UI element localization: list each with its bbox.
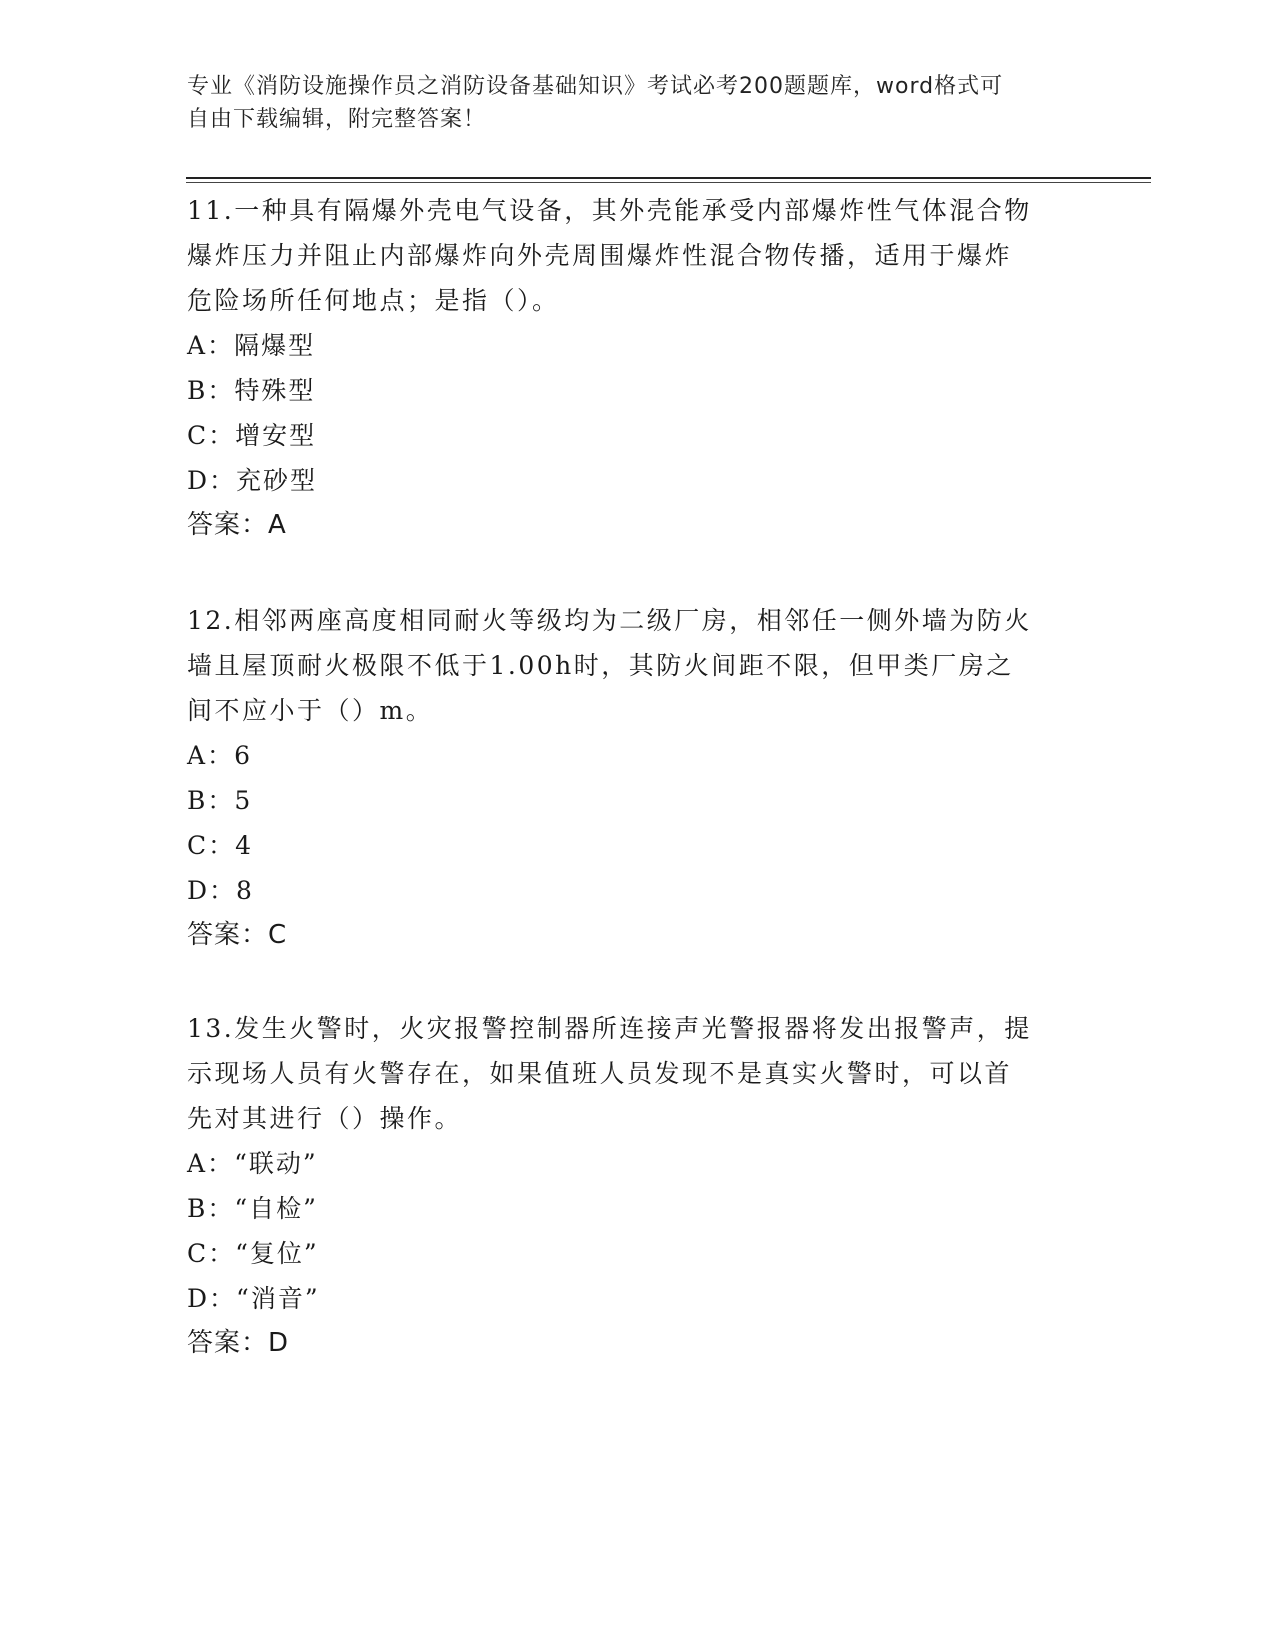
option-key: A： [187,741,235,770]
question-block [187,188,1087,548]
option-key: B： [187,786,235,815]
option-c [187,823,1087,868]
option-a [187,323,1087,368]
question-line: 先对其进行（）操作。 [187,1104,463,1133]
option-key: C： [187,831,236,860]
option-key: D： [187,466,237,495]
header-divider-thin [186,182,1151,183]
option-a [187,1141,1087,1186]
question-line: 11.一种具有隔爆外壳电气设备，其外壳能承受内部爆炸性气体混合物 [187,196,1032,225]
option-d [187,458,1087,503]
document-header [187,70,1067,136]
question-line: 示现场人员有火警存在，如果值班人员发现不是真实火警时，可以首 [187,1059,1013,1088]
option-key: A： [187,1149,235,1178]
option-text: 4 [235,831,254,860]
header-line-1: 专业《消防设施操作员之消防设备基础知识》考试必考200题题库，word格式可 [187,74,1004,99]
option-b [187,778,1087,823]
question-line: 危险场所任何地点；是指（）。 [187,286,560,315]
option-b [187,1186,1087,1231]
question-line: 12.相邻两座高度相同耐火等级均为二级厂房，相邻任一侧外墙为防火 [187,606,1032,635]
question-line: 间不应小于（）m。 [187,696,434,725]
option-a [187,733,1087,778]
option-d [187,1276,1087,1321]
question-block [187,1006,1087,1366]
option-key: D： [187,876,237,905]
option-key: D： [187,1284,237,1313]
question-block [187,598,1087,958]
option-text: 特殊型 [234,376,316,405]
option-c [187,413,1087,458]
option-text: “消音” [236,1284,320,1313]
option-text: 5 [234,786,253,815]
option-text: 充砂型 [236,466,318,495]
option-c [187,1231,1087,1276]
header-line-2: 自由下载编辑，附完整答案！ [187,107,487,132]
question-line: 墙且屋顶耐火极限不低于1.00h时，其防火间距不限，但甲类厂房之 [187,651,1014,680]
option-text: “自检” [234,1194,318,1223]
option-text: 8 [236,876,254,905]
question-line: 13.发生火警时，火灾报警控制器所连接声光警报器将发出报警声，提 [187,1014,1032,1043]
answer-line: 答案：D [187,1328,290,1358]
option-text: 隔爆型 [234,331,316,360]
answer-line: 答案：A [187,510,287,540]
option-key: B： [187,1194,235,1223]
question-line: 爆炸压力并阻止内部爆炸向外壳周围爆炸性混合物传播，适用于爆炸 [187,241,1013,270]
option-text: 增安型 [235,421,317,450]
option-key: C： [187,1239,236,1268]
answer-line: 答案：C [187,920,288,950]
header-divider-thick [186,177,1151,179]
option-text: “复位” [235,1239,319,1268]
option-key: A： [187,331,235,360]
option-key: B： [187,376,235,405]
option-text: 6 [234,741,252,770]
option-key: C： [187,421,236,450]
option-b [187,368,1087,413]
option-d [187,868,1087,913]
option-text: “联动” [234,1149,318,1178]
